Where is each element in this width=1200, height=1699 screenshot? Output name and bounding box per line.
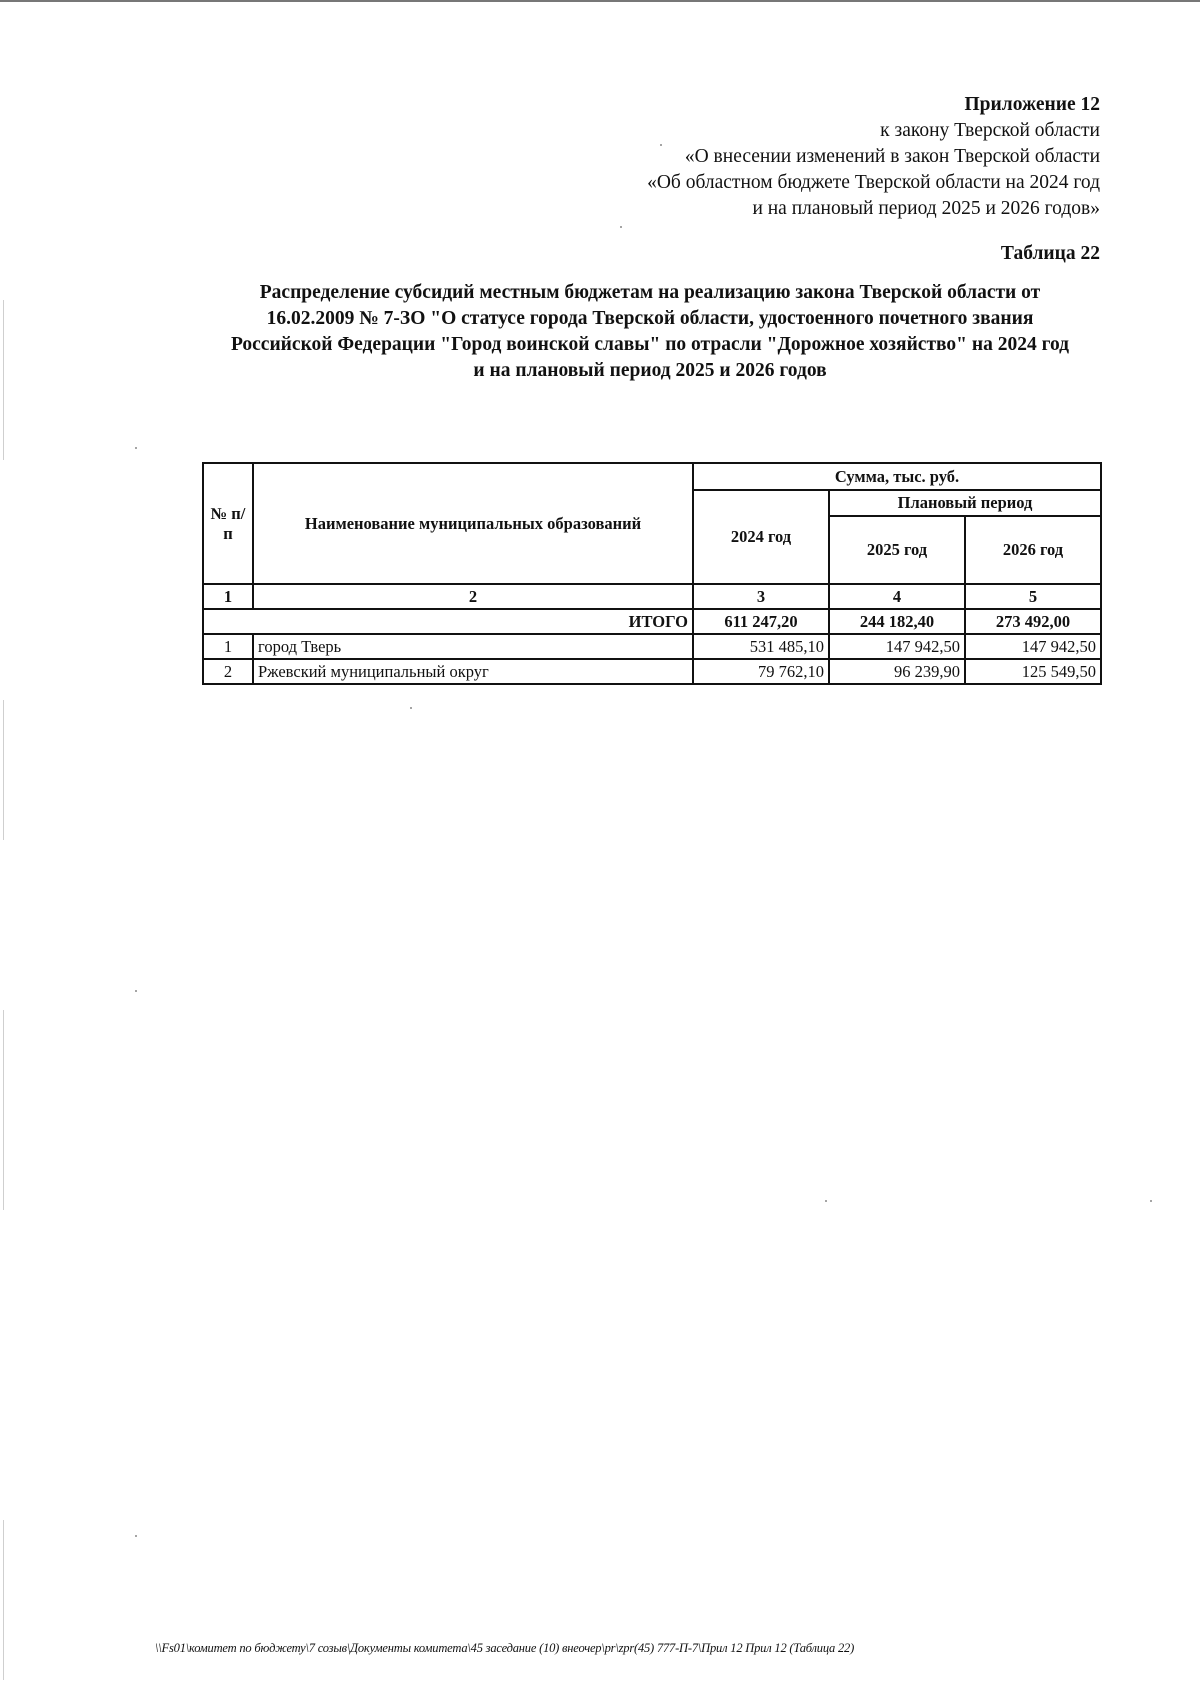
header-planned: Плановый период	[829, 490, 1101, 516]
row-no: 2	[203, 659, 253, 684]
total-label: ИТОГО	[203, 609, 693, 634]
footer-file-path: \\Fs01\комитет по бюджету\7 созыв\Документы комитета\45 заседание (10) внеочер\pr\zpr(45) 777-П-7\Прил 12 Прил 12 (Таблица 22)	[155, 1641, 855, 1655]
total-2026: 273 492,00	[965, 609, 1101, 634]
subsidy-table	[202, 462, 1102, 685]
header-sum: Сумма, тыс. руб.	[693, 463, 1101, 490]
heading-line: и на плановый период 2025 и 2026 годов	[473, 360, 827, 381]
row-name: Ржевский муниципальный округ	[253, 659, 693, 684]
annex-title: Приложение 12	[964, 94, 1100, 115]
col-number: 2	[253, 584, 693, 609]
col-number: 1	[203, 584, 253, 609]
header-2025: 2025 год	[829, 516, 965, 584]
scan-edge-mark	[3, 300, 4, 460]
header-2024: 2024 год	[693, 490, 829, 584]
row-2024: 79 762,10	[693, 659, 829, 684]
annex-line: к закону Тверской области	[880, 120, 1100, 141]
heading-line: Распределение субсидий местным бюджетам на реализацию закона Тверской области от	[259, 282, 1041, 303]
annex-line: «О внесении изменений в закон Тверской области	[684, 146, 1100, 167]
scan-speck	[825, 1200, 827, 1202]
header-no: № п/п	[203, 463, 253, 584]
row-2024: 531 485,10	[693, 634, 829, 659]
col-number: 4	[829, 584, 965, 609]
row-no: 1	[203, 634, 253, 659]
row-2025: 96 239,90	[829, 659, 965, 684]
scan-edge-mark	[3, 700, 4, 840]
header-2026: 2026 год	[965, 516, 1101, 584]
scan-speck	[135, 990, 137, 992]
heading-line: 16.02.2009 № 7-ЗО "О статусе города Тверской области, удостоенного почетного звания	[266, 308, 1034, 329]
col-number: 5	[965, 584, 1101, 609]
scan-edge-mark	[3, 1010, 4, 1210]
total-row	[203, 609, 1101, 634]
table-row	[203, 659, 1101, 684]
scan-speck	[410, 707, 412, 709]
scan-top-edge	[0, 0, 1200, 2]
col-number: 3	[693, 584, 829, 609]
annex-line: и на плановый период 2025 и 2026 годов»	[752, 198, 1100, 219]
total-2024: 611 247,20	[693, 609, 829, 634]
heading-line: Российской Федерации "Город воинской славы" по отрасли "Дорожное хозяйство" на 2024 год	[230, 334, 1070, 355]
annex-block	[647, 92, 1100, 222]
row-name: город Тверь	[253, 634, 693, 659]
scan-speck	[1150, 1200, 1152, 1202]
row-2026: 147 942,50	[965, 634, 1101, 659]
table-row	[203, 634, 1101, 659]
table-number: Таблица 22	[1000, 243, 1100, 264]
row-2025: 147 942,50	[829, 634, 965, 659]
annex-line: «Об областном бюджете Тверской области на 2024 год	[647, 172, 1100, 193]
scan-speck	[135, 447, 137, 449]
scan-speck	[135, 1535, 137, 1537]
row-2026: 125 549,50	[965, 659, 1101, 684]
scan-edge-mark	[3, 1520, 4, 1680]
scan-speck	[620, 226, 622, 228]
header-name: Наименование муниципальных образований	[253, 463, 693, 584]
document-heading	[190, 280, 1110, 384]
total-2025: 244 182,40	[829, 609, 965, 634]
